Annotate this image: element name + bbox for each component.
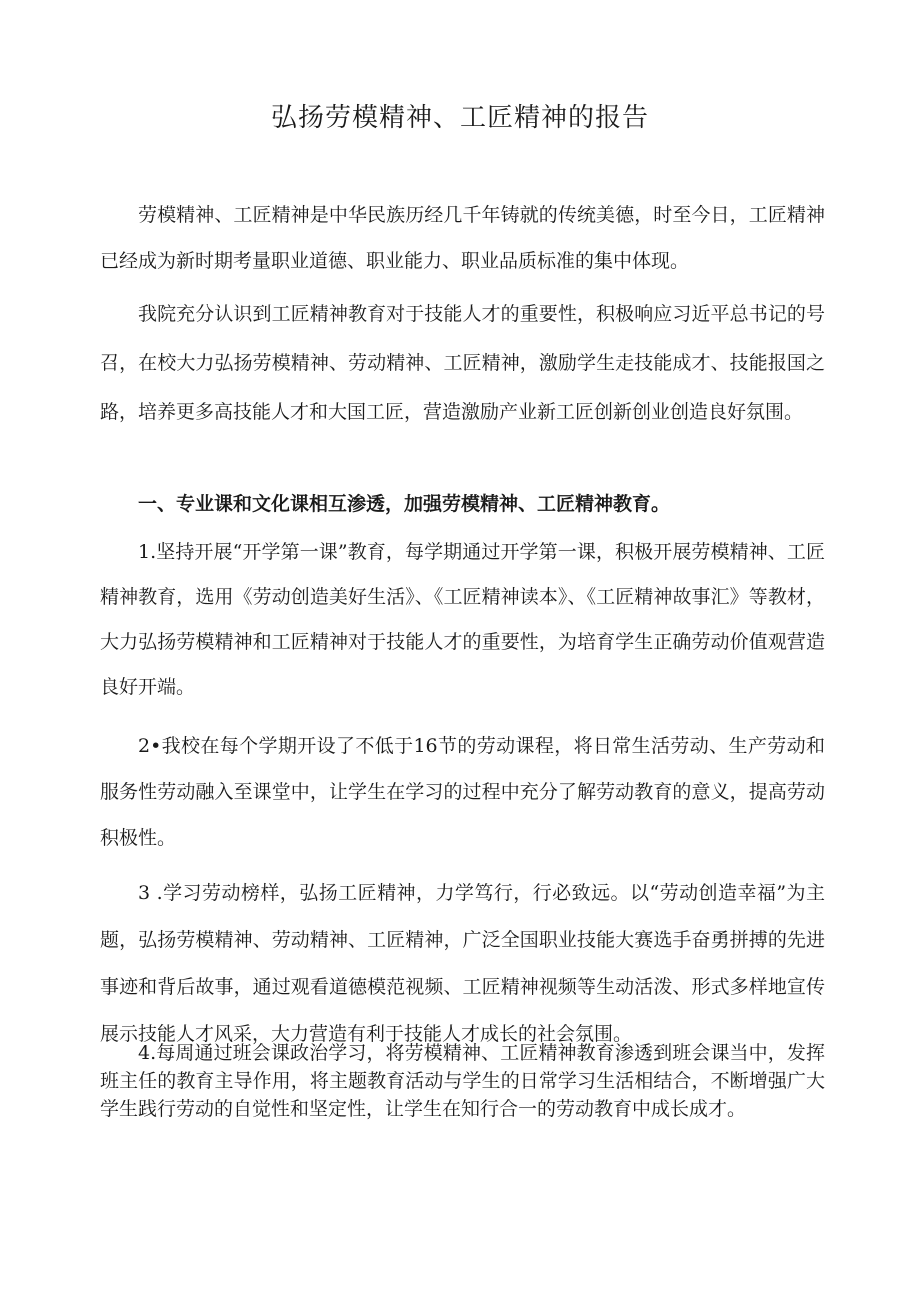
paragraph-intro: 劳模精神、工匠精神是中华民族历经几千年铸就的传统美德，时至今日，工匠精神已经成为新时期考量职业道德、职业能力、职业品质标准的集中体现。 xyxy=(100,204,825,272)
page-title: 弘扬劳模精神、工匠精神的报告 xyxy=(270,103,649,133)
paragraph-item-1: 1.坚持开展“开学第一课”教育，每学期通过开学第一课，积极开展劳模精神、工匠精神教育，选用《劳动创造美好生活》、《工匠精神读本》、《工匠精神故事汇》等教材，大力弘扬劳模精神和工匠精神对于技能人才的重要性，为培育学生正确劳动价值观营造良好开端。 xyxy=(100,541,825,698)
paragraph-item-4: 4.每周通过班会课政治学习，将劳模精神、工匠精神教育渗透到班会课当中，发挥班主任的教育主导作用，将主题教育活动与学生的日常学习生活相结合，不断增强广大学生践行劳动的自觉性和坚定性，让学生在知行合一的劳动教育中成长成才。 xyxy=(100,1042,825,1120)
paragraph-item-2: 2•我校在每个学期开设了不低于16节的劳动课程，将日常生活劳动、生产劳动和服务性劳动融入至课堂中，让学生在学习的过程中充分了解劳动教育的意义，提高劳动积极性。 xyxy=(100,735,825,849)
section-heading-1: 一、专业课和文化课相互渗透，加强劳模精神、工匠精神教育。 xyxy=(138,493,671,515)
paragraph-school-initiative: 我院充分认识到工匠精神教育对于技能人才的重要性，积极响应习近平总书记的号召，在校大力弘扬劳模精神、劳动精神、工匠精神，激励学生走技能成才、技能报国之路，培养更多高技能人才和大国工匠，营造激励产业新工匠创新创业创造良好氛围。 xyxy=(100,303,825,423)
paragraph-item-3: 3 .学习劳动榜样，弘扬工匠精神，力学笃行，行必致远。以“劳动创造幸福”为主题，弘扬劳模精神、劳动精神、工匠精神，广泛全国职业技能大赛选手奋勇拼搏的先进事迹和背后故事，通过观看道德模范视频、工匠精神视频等生动活泼、形式多样地宣传展示技能人才风采，大力营造有利于技能人才成长的社会氛围。 xyxy=(100,882,825,1045)
